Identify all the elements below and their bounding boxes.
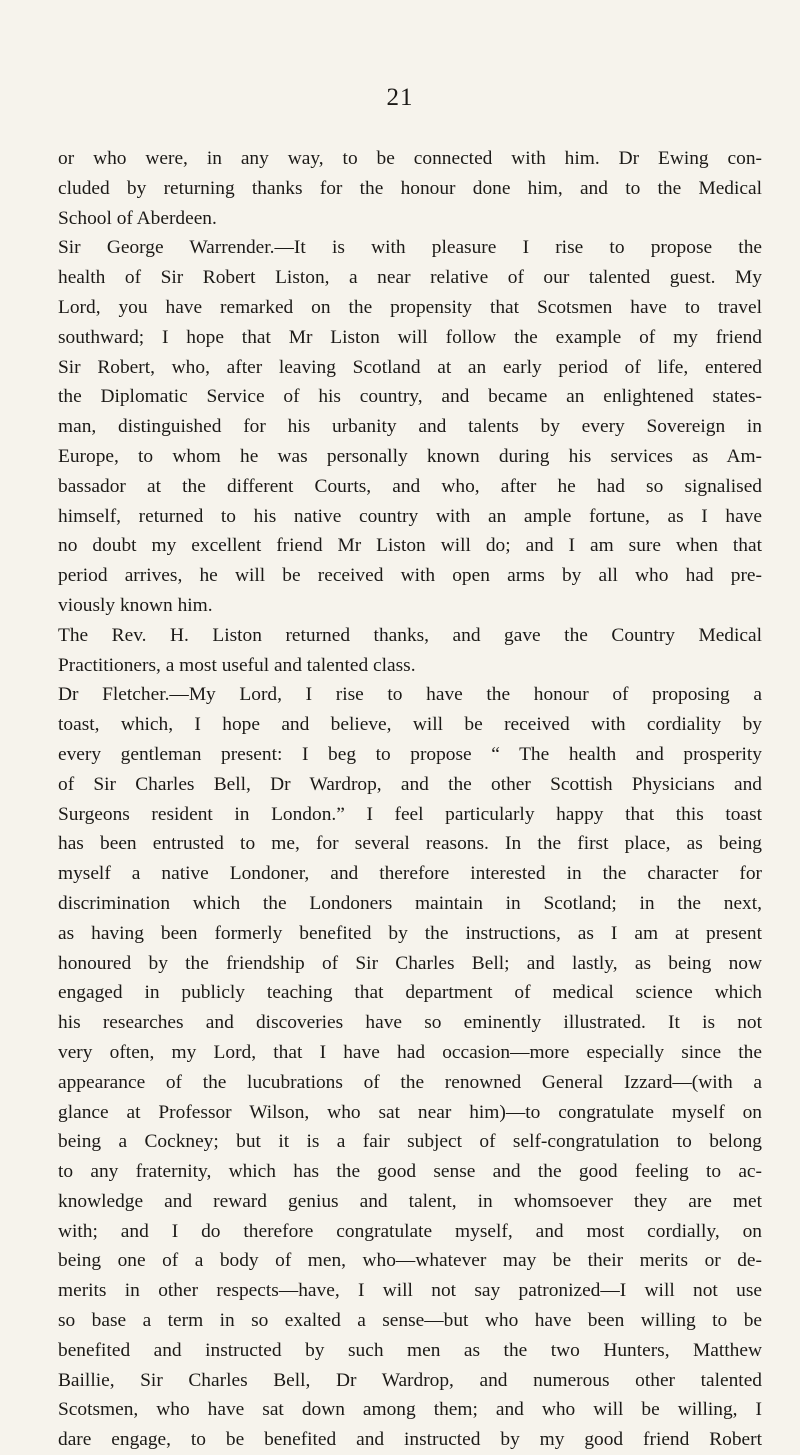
text-line: so base a term in so exalted a sense—but who have been willing to be xyxy=(58,1310,762,1332)
text-line: himself, returned to his native country with an ample fortune, as I have xyxy=(58,505,762,527)
text-line: discrimination which the Londoners maintain in Scotland; in the next, xyxy=(58,892,762,914)
text-line: merits in other respects—have, I will not say patronized—I will not use xyxy=(58,1280,762,1302)
text-line: toast, which, I hope and believe, will be received with cordiality by xyxy=(58,714,762,736)
text-line: Surgeons resident in London.” I feel particularly happy that this toast xyxy=(58,803,762,825)
text-line: appearance of the lucubrations of the renowned General Izzard—(with a xyxy=(58,1071,762,1093)
text-line: his researches and discoveries have so eminently illustrated. It is not xyxy=(58,1012,762,1034)
text-line: dare engage, to be benefited and instructed by my good friend Robert xyxy=(58,1429,762,1451)
text-line: Baillie, Sir Charles Bell, Dr Wardrop, and numerous other talented xyxy=(58,1369,762,1391)
text-line: bassador at the different Courts, and who, after he had so signalised xyxy=(58,475,762,497)
text-line: period arrives, he will be received with open arms by all who had pre- xyxy=(58,565,762,587)
text-line: Europe, to whom he was personally known during his services as Am- xyxy=(58,445,762,467)
text-line: of Sir Charles Bell, Dr Wardrop, and the other Scottish Physicians and xyxy=(58,773,762,795)
text-line: the Diplomatic Service of his country, and became an enlightened states- xyxy=(58,386,762,408)
text-line: Practitioners, a most useful and talented class. xyxy=(58,654,416,676)
text-line: being a Cockney; but it is a fair subject of self-congratulation to belong xyxy=(58,1131,762,1153)
text-line: southward; I hope that Mr Liston will follow the example of my friend xyxy=(58,326,762,348)
text-line: engaged in publicly teaching that department of medical science which xyxy=(58,982,762,1004)
text-line: Lord, you have remarked on the propensity that Scotsmen have to travel xyxy=(58,296,762,318)
text-line: man, distinguished for his urbanity and talents by every Sovereign in xyxy=(58,416,762,438)
text-line: glance at Professor Wilson, who sat near him)—to congratulate myself on xyxy=(58,1101,762,1123)
text-line: honoured by the friendship of Sir Charles Bell; and lastly, as being now xyxy=(58,952,762,974)
text-line: no doubt my excellent friend Mr Liston will do; and I am sure when that xyxy=(58,535,762,557)
text-line: being one of a body of men, who—whatever may be their merits or de- xyxy=(58,1250,762,1272)
text-line: with; and I do therefore congratulate myself, and most cordially, on xyxy=(58,1220,762,1242)
text-line: Sir Robert, who, after leaving Scotland at an early period of life, entered xyxy=(58,356,762,378)
text-line: Scotsmen, who have sat down among them; and who will be willing, I xyxy=(58,1399,762,1421)
text-line: The Rev. H. Liston returned thanks, and gave the Country Medical xyxy=(58,624,762,646)
text-line: health of Sir Robert Liston, a near relative of our talented guest. My xyxy=(58,267,762,289)
text-line: viously known him. xyxy=(58,594,213,616)
text-line: myself a native Londoner, and therefore interested in the character for xyxy=(58,863,762,885)
text-line: very often, my Lord, that I have had occasion—more especially since the xyxy=(58,1041,762,1063)
text-line: benefited and instructed by such men as the two Hunters, Matthew xyxy=(58,1339,762,1361)
text-line: cluded by returning thanks for the honour done him, and to the Medical xyxy=(58,177,762,199)
text-line: Sir George Warrender.—It is with pleasure I rise to propose the xyxy=(58,237,762,259)
text-line: to any fraternity, which has the good sense and the good feeling to ac- xyxy=(58,1161,762,1183)
text-line: or who were, in any way, to be connected with him. Dr Ewing con- xyxy=(58,148,762,169)
text-line: Dr Fletcher.—My Lord, I rise to have the honour of proposing a xyxy=(58,684,762,706)
page-number: 21 xyxy=(386,84,414,111)
text-line: has been entrusted to me, for several reasons. In the first place, as being xyxy=(58,833,762,855)
text-line: knowledge and reward genius and talent, in whomsoever they are met xyxy=(58,1190,762,1212)
text-line: every gentleman present: I beg to propose “ The health and prosperity xyxy=(58,743,762,765)
text-line: as having been formerly benefited by the instructions, as I am at present xyxy=(58,922,762,944)
text-line: School of Aberdeen. xyxy=(58,207,217,229)
body-text xyxy=(58,144,762,1455)
